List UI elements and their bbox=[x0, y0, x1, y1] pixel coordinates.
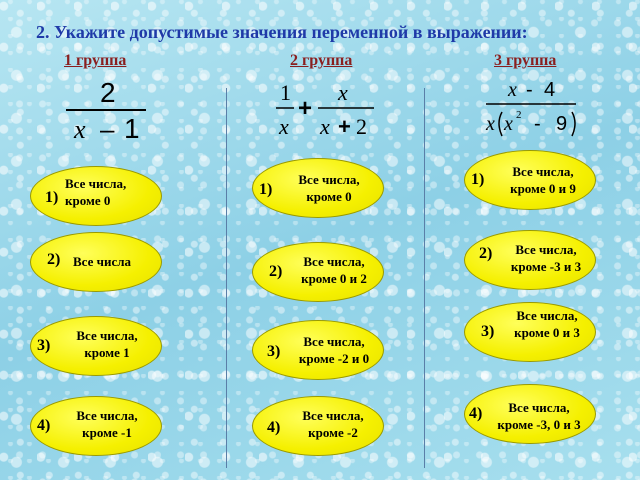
option-text: Все числа bbox=[73, 254, 132, 269]
option-text: Все числа, кроме 0 и 3 bbox=[514, 308, 580, 340]
expr2-f1-denominator: x bbox=[279, 114, 289, 139]
group-2-option-1[interactable] bbox=[252, 158, 384, 218]
group-2-option-4[interactable] bbox=[252, 396, 384, 456]
option-text: Все числа, кроме 0 bbox=[298, 172, 360, 204]
expr3-den-var: x bbox=[486, 113, 495, 135]
group-2-expression bbox=[274, 78, 384, 147]
option-number: 2) bbox=[269, 263, 283, 280]
group-2-heading: 2 группа bbox=[290, 52, 353, 69]
group-2-option-2[interactable] bbox=[252, 242, 384, 302]
option-number: 3) bbox=[481, 323, 495, 340]
group-1-option-3[interactable] bbox=[30, 316, 162, 376]
column-divider-right bbox=[424, 88, 425, 468]
task-title: 2. Укажите допустимые значения переменной в выражении: bbox=[36, 22, 528, 42]
expr2-plus: + bbox=[298, 95, 313, 122]
expr3-num-var: x bbox=[508, 79, 517, 101]
expr1-denominator-var: x bbox=[74, 115, 86, 144]
group-1-option-4[interactable] bbox=[30, 396, 162, 456]
option-number: 1) bbox=[259, 181, 273, 198]
option-number: 3) bbox=[37, 337, 51, 354]
group-1-expression bbox=[62, 78, 152, 147]
option-number: 1) bbox=[471, 171, 485, 188]
option-text: Все числа, кроме -2 bbox=[302, 408, 364, 440]
expr1-numerator: 2 bbox=[100, 77, 116, 108]
column-divider-left bbox=[226, 88, 227, 468]
group-3-option-4[interactable] bbox=[464, 384, 596, 444]
expr2-f1-numerator: 1 bbox=[280, 80, 291, 105]
option-text: Все числа, кроме -2 и 0 bbox=[298, 334, 370, 366]
option-number: 2) bbox=[47, 251, 61, 268]
option-number: 3) bbox=[267, 343, 281, 360]
option-text: Все числа, кроме 0 и 2 bbox=[301, 254, 367, 286]
expr3-den-exponent: 2 bbox=[516, 109, 522, 121]
group-2-option-3[interactable] bbox=[252, 320, 384, 380]
expr2-f2-den-op: + bbox=[338, 114, 351, 139]
expr3-right-paren bbox=[572, 112, 575, 136]
group-1-heading: 1 группа bbox=[64, 52, 127, 69]
group-3-option-1[interactable] bbox=[464, 150, 596, 210]
expr3-left-paren bbox=[499, 112, 502, 136]
group-1-option-2[interactable] bbox=[30, 232, 162, 292]
group-3-option-2[interactable] bbox=[464, 230, 596, 290]
option-text: Все числа, кроме -3 и 3 bbox=[510, 242, 582, 274]
expr3-den-op: - bbox=[534, 113, 541, 135]
group-3-heading: 3 группа bbox=[494, 52, 557, 69]
group-3-expression bbox=[482, 76, 592, 145]
option-text: Все числа, кроме -1 bbox=[76, 408, 138, 440]
group-3-option-3[interactable] bbox=[464, 302, 596, 362]
option-number: 4) bbox=[267, 419, 281, 436]
expr2-f2-numerator: x bbox=[338, 80, 348, 105]
option-number: 2) bbox=[479, 245, 493, 262]
option-text: Все числа, кроме -3, 0 и 3 bbox=[497, 400, 581, 432]
expr1-denominator-const: 1 bbox=[124, 113, 140, 144]
option-number: 4) bbox=[37, 417, 51, 434]
expr3-den-const: 9 bbox=[556, 113, 568, 135]
expr3-num-op: - bbox=[526, 79, 533, 101]
option-text: Все числа, кроме 1 bbox=[76, 328, 138, 360]
option-number: 1) bbox=[45, 189, 59, 206]
expr2-f2-den-const: 2 bbox=[356, 114, 367, 139]
option-text: Все числа, кроме 0 bbox=[65, 176, 127, 208]
option-text: Все числа, кроме 0 и 9 bbox=[510, 164, 576, 196]
expr3-den-inner-var: x bbox=[504, 113, 513, 135]
expr3-num-const: 4 bbox=[544, 79, 556, 101]
group-1-option-1[interactable] bbox=[30, 166, 162, 226]
expr2-f2-den-var: x bbox=[320, 114, 330, 139]
expr1-denominator-op: – bbox=[100, 114, 115, 144]
option-number: 4) bbox=[469, 405, 483, 422]
